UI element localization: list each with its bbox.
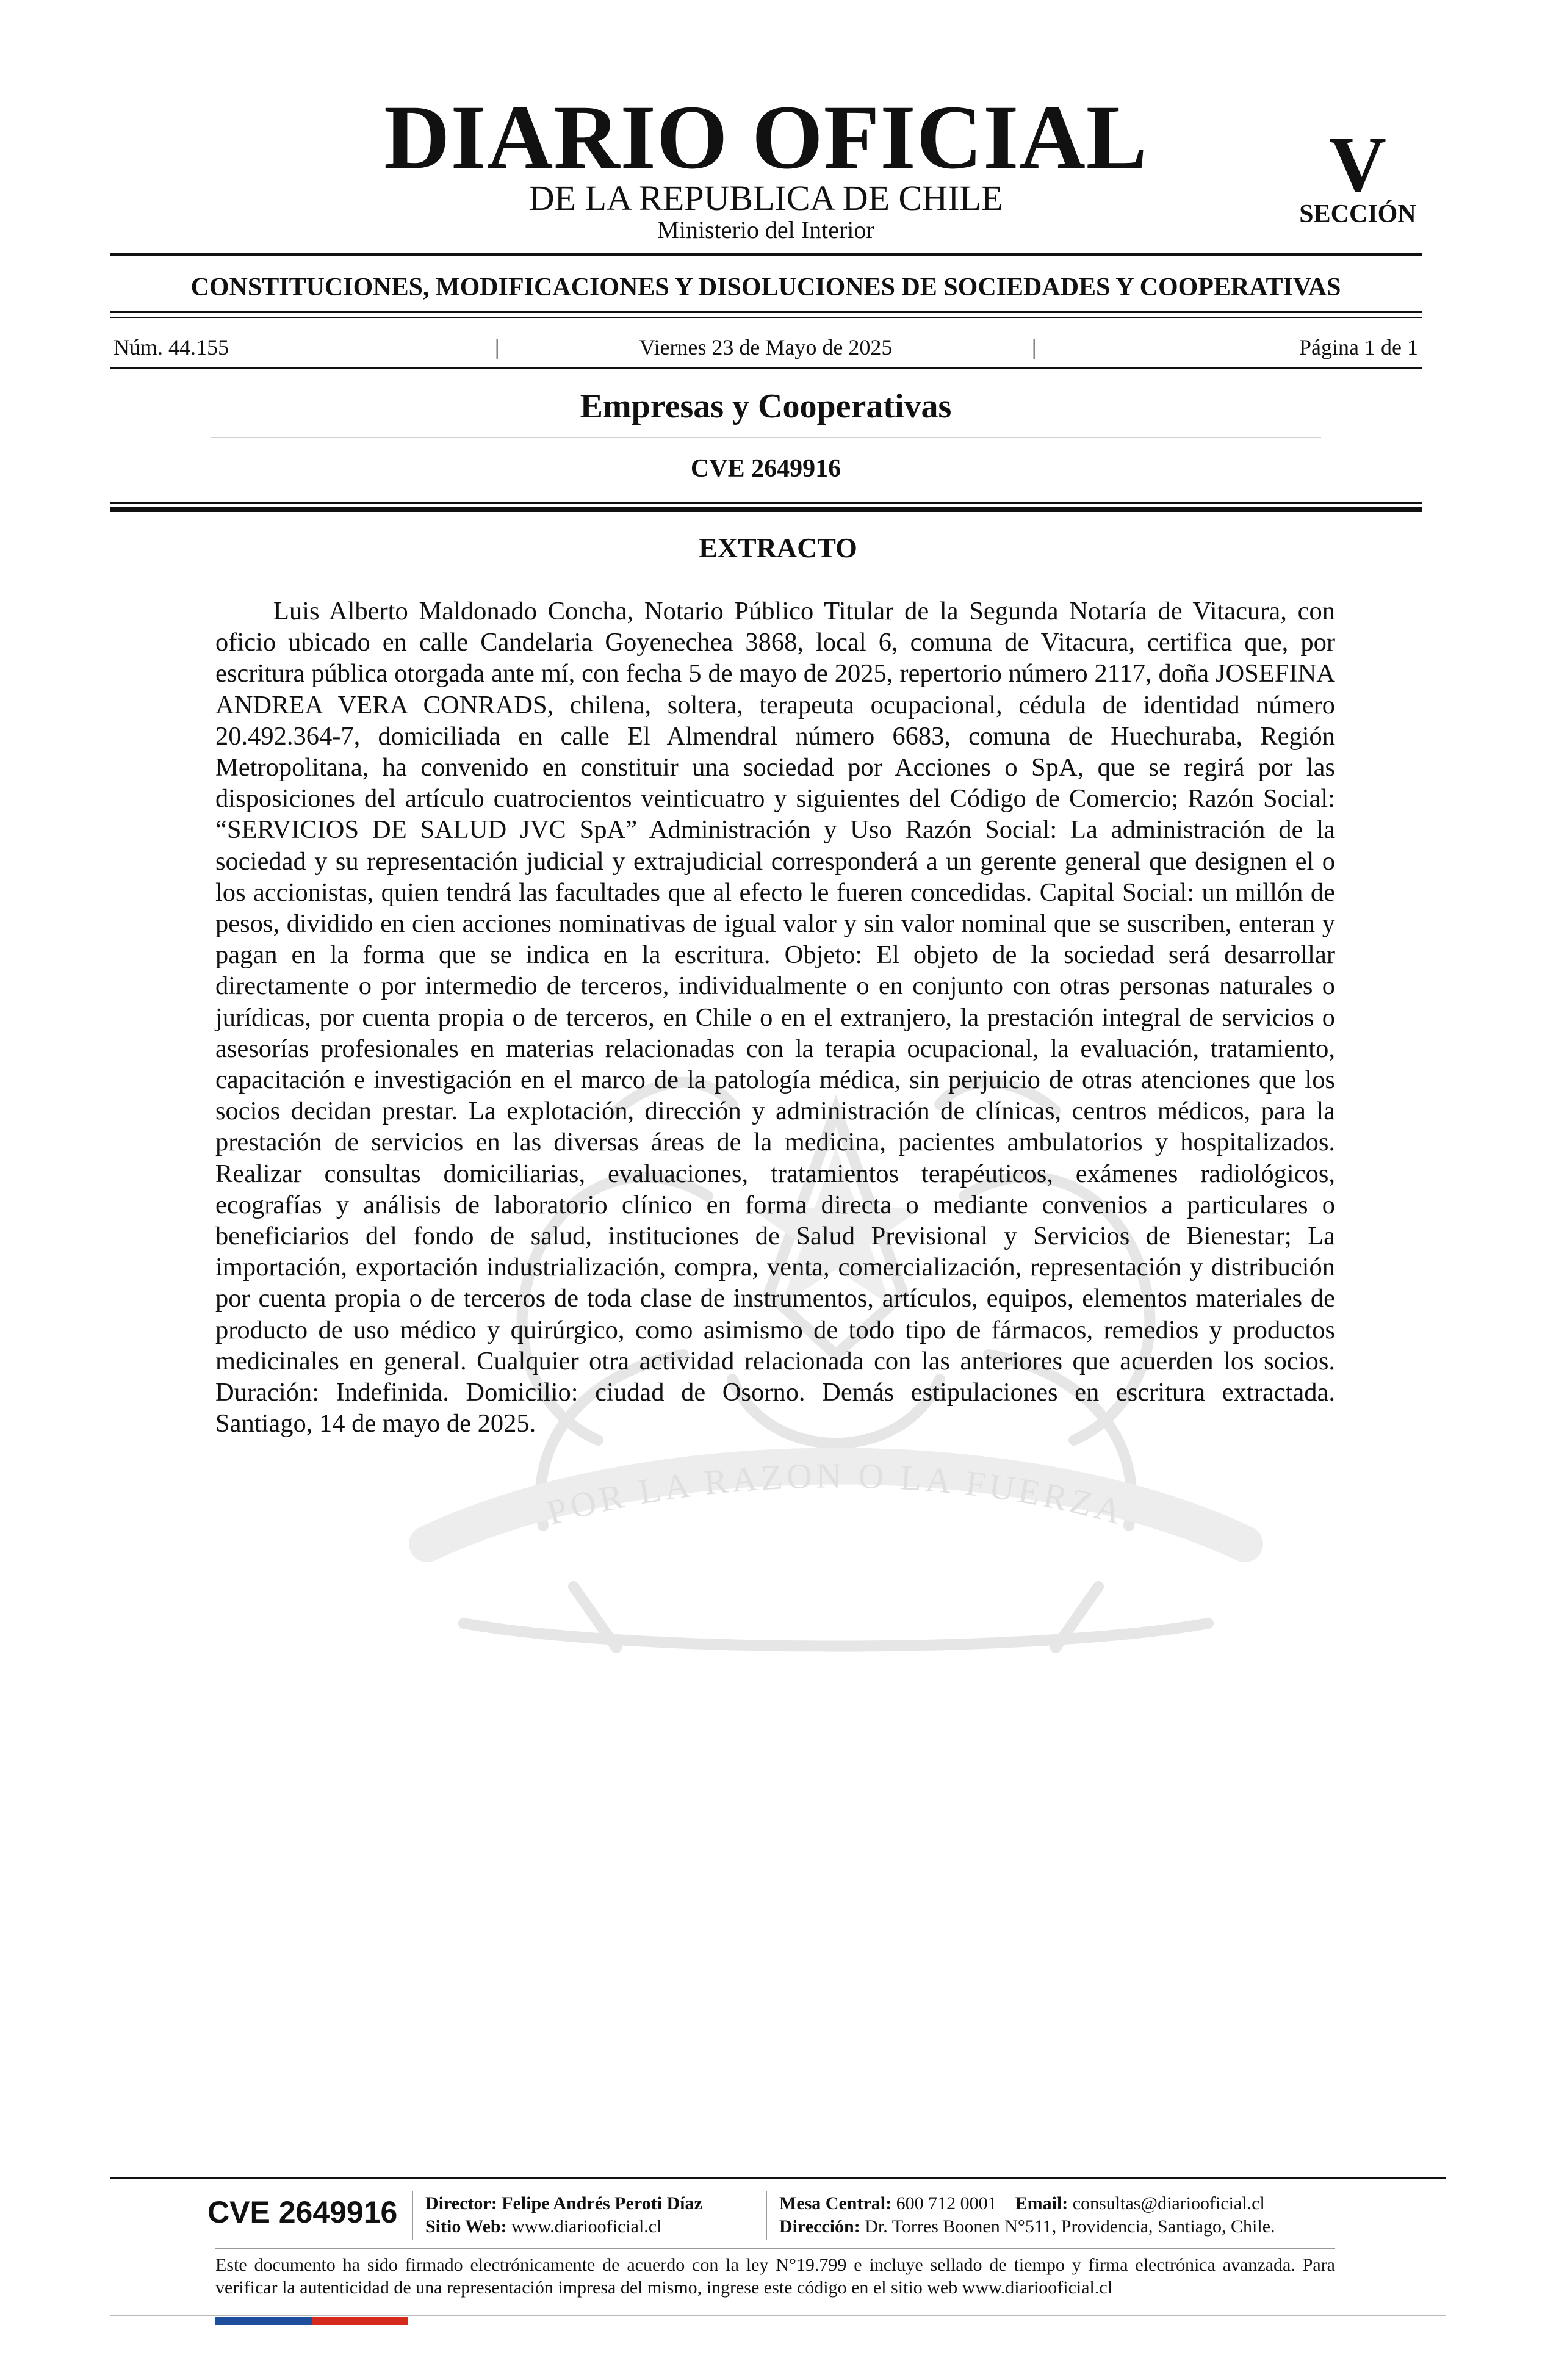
page-count: Página 1 de 1 — [1299, 335, 1418, 359]
newspaper-title: DIARIO OFICIAL — [384, 87, 1148, 188]
section-letter: V — [1329, 121, 1386, 209]
footer-separator — [412, 2191, 413, 2240]
email-link[interactable]: consultas@diariooficial.cl — [1072, 2193, 1265, 2213]
category-divider — [211, 437, 1321, 438]
director-name: Felipe Andrés Peroti Díaz — [502, 2193, 702, 2213]
footer-cve-code: CVE 2649916 — [207, 2195, 398, 2229]
signature-note: Este documento ha sido firmado electrónicamente de acuerdo con la ley N°19.799 e incluye sellado de tiempo y firma electrónica avanzada. Para verificar la autenticidad de una representación impresa del mismo, ingrese este código en el sitio web www.diariooficial.cl — [215, 2255, 1335, 2298]
email-label: Email: — [1015, 2193, 1068, 2213]
director-label: Director: — [425, 2193, 497, 2213]
flag-stripe-red — [312, 2317, 408, 2325]
footer-inner-divider — [215, 2248, 1335, 2249]
section-divider-top — [110, 311, 1422, 313]
issue-divider — [110, 367, 1422, 369]
masthead-divider — [110, 253, 1422, 256]
issue-separator: | — [495, 335, 500, 359]
header-divider-top — [110, 502, 1422, 504]
issue-number: Núm. 44.155 — [113, 335, 229, 359]
issue-separator: | — [1032, 335, 1037, 359]
watermark-motto: POR LA RAZON O LA FUERZA — [542, 1455, 1129, 1533]
issue-info-row — [113, 333, 1418, 361]
document-heading: EXTRACTO — [699, 532, 857, 563]
cve-code: CVE 2649916 — [690, 455, 841, 483]
header-divider-bottom — [110, 507, 1422, 512]
address-value: Dr. Torres Boonen N°511, Providencia, Santiago, Chile. — [865, 2216, 1275, 2237]
flag-stripe-blue — [215, 2317, 312, 2325]
address-label: Dirección: — [779, 2216, 860, 2237]
category-title: Empresas y Cooperativas — [580, 388, 952, 425]
footer-contact-block — [779, 2192, 1275, 2238]
ministry-name: Ministerio del Interior — [657, 216, 874, 243]
newspaper-subtitle: DE LA REPUBLICA DE CHILE — [528, 178, 1003, 218]
website-label: Sitio Web: — [425, 2216, 507, 2237]
footer-bottom-divider — [110, 2315, 1446, 2316]
footer-director-block — [425, 2192, 702, 2238]
document-body: Luis Alberto Maldonado Concha, Notario Público Titular de la Segunda Notaría de Vitacura, con oficio ubicado en calle Candelaria Goyenechea 3868, local 6, comuna de Vitacura, certifica que, por escritura pública otorgada ante mí, con fecha 5 de mayo de 2025, repertorio número 2117, doña JOSEFINA ANDREA VERA CONRADS, chilena, soltera, terapeuta ocupacional, cédula de identidad número 20.492.364-7, domiciliada en calle El Almendral número 6683, comuna de Huechuraba, Región Metropolitana, ha convenido en constituir una sociedad por Acciones o SpA, que se regirá por las disposiciones del artículo cuatrocientos veinticuatro y siguientes del Código de Comercio; Razón Social: “SERVICIOS DE SALUD JVC SpA” Administración y Uso Razón Social: La administración de la sociedad y su representación judicial y extrajudicial corresponderá a un gerente general que designen el o los accionistas, quien tendrá las facultades que al efecto le fueren concedidas. Capital Social: un millón de pesos, dividido en cien acciones nominativas de igual valor y sin valor nominal que se suscriben, enteran y pagan en la forma que se indica en la escritura. Objeto: El objeto de la sociedad será desarrollar directamente o por intermedio de terceros, individualmente o en conjunto con otras personas naturales o jurídicas, por cuenta propia o de terceros, en Chile o en el extranjero, la prestación integral de servicios o asesorías profesionales en materias relacionadas con la terapia ocupacional, la evaluación, tratamiento, capacitación e investigación en el marco de la patología médica, sin perjuicio de otras atenciones que los socios decidan prestar. La explotación, dirección y administración de clínicas, centros médicos, para la prestación de servicios en las diversas áreas de la medicina, pacientes ambulatorios y hospitalizados. Realizar consultas domiciliarias, evaluaciones, tratamientos terapéuticos, exámenes radiológicos, ecografías y análisis de laboratorio clínico en forma directa o mediante convenios a particulares o beneficiarios del fondo de salud, instituciones de Salud Previsional y Servicios de Bienestar; La importación, exportación industrialización, compra, venta, comercialización, representación y distribución por cuenta propia o de terceros de toda clase de instrumentos, artículos, equipos, elementos materiales de producto de uso médico y quirúrgico, como asimismo de todo tipo de fármacos, remedios y productos medicinales en general. Cualquier otra actividad relacionada con las anteriores que acuerden los socios. Duración: Indefinida. Domicilio: ciudad de Osorno. Demás estipulaciones en escritura extractada. Santiago, 14 de mayo de 2025. — [215, 597, 1335, 1438]
section-title: CONSTITUCIONES, MODIFICACIONES Y DISOLUCIONES DE SOCIEDADES Y COOPERATIVAS — [190, 273, 1341, 301]
phone-label: Mesa Central: — [779, 2193, 892, 2213]
website-link[interactable]: www.diariooficial.cl — [511, 2216, 662, 2237]
section-label: SECCIÓN — [1299, 200, 1416, 228]
footer-separator — [766, 2191, 767, 2240]
section-divider-bottom — [110, 317, 1422, 318]
phone-value: 600 712 0001 — [896, 2193, 997, 2213]
issue-date: Viernes 23 de Mayo de 2025 — [639, 335, 893, 359]
footer-divider — [110, 2177, 1446, 2179]
